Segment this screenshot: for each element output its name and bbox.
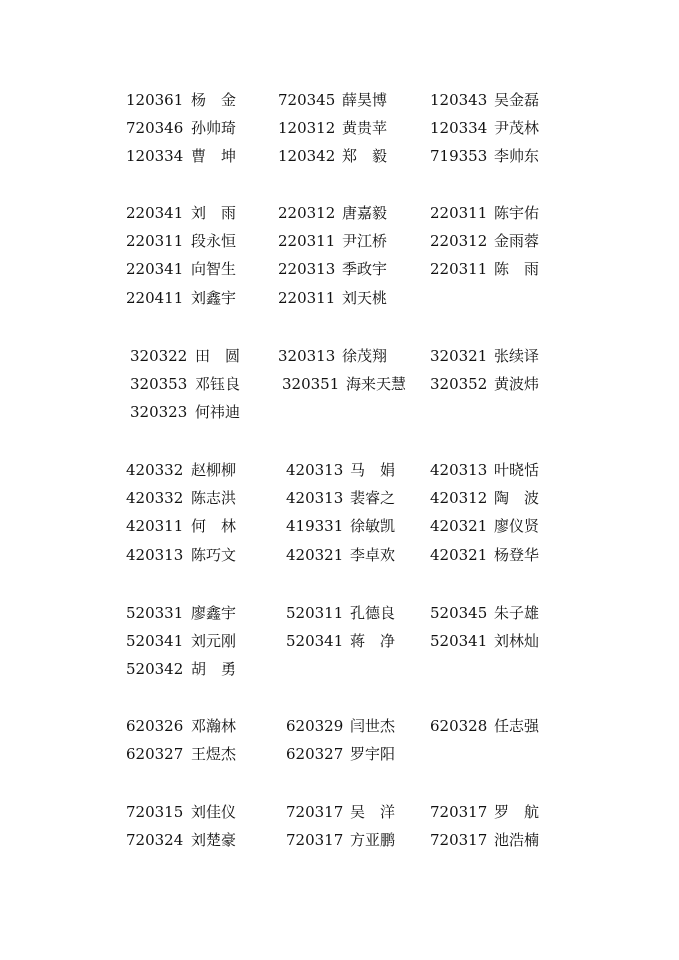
student-name: 刘 雨 [191, 204, 237, 222]
student-id: 220341 [126, 204, 184, 222]
student-name: 杨 金 [191, 91, 237, 109]
student-name: 叶晓恬 [494, 461, 540, 479]
student-id: 520341 [286, 632, 344, 650]
student-name: 罗 航 [494, 803, 540, 821]
student-name: 曹 坤 [191, 147, 237, 165]
student-id: 320321 [430, 347, 488, 365]
student-name: 张续译 [494, 347, 540, 365]
student-name: 邓钰良 [195, 375, 241, 393]
student-id: 520345 [430, 604, 488, 622]
student-id: 520341 [430, 632, 488, 650]
student-id: 120361 [126, 91, 184, 109]
student-name: 吴金磊 [494, 91, 540, 109]
student-name: 马 娟 [350, 461, 396, 479]
student-id: 720324 [126, 831, 184, 849]
student-id: 320351 [282, 375, 340, 393]
student-id: 420332 [126, 489, 184, 507]
student-name: 裴睿之 [350, 489, 396, 507]
student-id: 120334 [430, 119, 488, 137]
student-id: 720345 [278, 91, 336, 109]
student-name: 孔德良 [350, 604, 396, 622]
student-name: 陈 雨 [494, 260, 540, 278]
student-name: 刘鑫宇 [191, 289, 237, 307]
student-name: 陈志洪 [191, 489, 237, 507]
student-id: 419331 [286, 517, 344, 535]
student-id: 720317 [286, 831, 344, 849]
student-id: 320352 [430, 375, 488, 393]
student-name: 邓瀚林 [191, 717, 237, 735]
student-id: 120334 [126, 147, 184, 165]
student-id: 520311 [286, 604, 344, 622]
student-id: 220313 [278, 260, 336, 278]
student-id: 120342 [278, 147, 336, 165]
student-name: 陈巧文 [191, 546, 237, 564]
student-id: 520341 [126, 632, 184, 650]
student-id: 220411 [126, 289, 184, 307]
student-id: 320322 [130, 347, 188, 365]
student-name: 金雨蓉 [494, 232, 540, 250]
student-name: 陶 波 [494, 489, 540, 507]
student-id: 520342 [126, 660, 184, 678]
student-name: 闫世杰 [350, 717, 396, 735]
student-name: 方亚鹏 [350, 831, 396, 849]
student-id: 220311 [430, 260, 488, 278]
student-name: 孙帅琦 [191, 119, 237, 137]
student-id: 620328 [430, 717, 488, 735]
student-name: 向智生 [191, 260, 237, 278]
student-id: 220311 [126, 232, 184, 250]
student-name: 刘佳仪 [191, 803, 237, 821]
student-name: 吴 洋 [350, 803, 396, 821]
student-name: 罗宇阳 [350, 745, 396, 763]
student-name: 田 圆 [195, 347, 241, 365]
student-name: 段永恒 [191, 232, 237, 250]
student-name: 唐嘉毅 [342, 204, 388, 222]
student-id: 420313 [430, 461, 488, 479]
student-id: 720346 [126, 119, 184, 137]
student-name: 任志强 [494, 717, 540, 735]
student-id: 719353 [430, 147, 488, 165]
student-name: 池浩楠 [494, 831, 540, 849]
student-name: 刘元刚 [191, 632, 237, 650]
student-id: 620327 [286, 745, 344, 763]
student-id: 220312 [430, 232, 488, 250]
student-id: 620326 [126, 717, 184, 735]
student-id: 320353 [130, 375, 188, 393]
student-name: 陈宇佑 [494, 204, 540, 222]
student-name: 杨登华 [494, 546, 540, 564]
student-name: 海来天慧 [346, 375, 407, 393]
student-id: 120343 [430, 91, 488, 109]
student-id: 420312 [430, 489, 488, 507]
student-id: 220311 [430, 204, 488, 222]
student-id: 420313 [286, 489, 344, 507]
student-id: 220341 [126, 260, 184, 278]
student-id: 120312 [278, 119, 336, 137]
student-name: 刘天桃 [342, 289, 388, 307]
student-name: 廖仪贤 [494, 517, 540, 535]
student-id: 720317 [430, 831, 488, 849]
student-name: 李卓欢 [350, 546, 396, 564]
student-name: 季政宇 [342, 260, 388, 278]
student-name: 赵柳柳 [191, 461, 237, 479]
student-id: 420321 [430, 517, 488, 535]
student-name: 何 林 [191, 517, 237, 535]
student-name: 徐茂翔 [342, 347, 388, 365]
student-id: 320323 [130, 403, 188, 421]
student-id: 620329 [286, 717, 344, 735]
student-id: 220312 [278, 204, 336, 222]
student-name: 薛昊博 [342, 91, 388, 109]
student-id: 320313 [278, 347, 336, 365]
student-name: 郑 毅 [342, 147, 388, 165]
student-name: 尹茂林 [494, 119, 540, 137]
student-name: 朱子雄 [494, 604, 540, 622]
student-name: 廖鑫宇 [191, 604, 237, 622]
student-id: 220311 [278, 289, 336, 307]
student-id: 420332 [126, 461, 184, 479]
student-id: 620327 [126, 745, 184, 763]
student-id: 420313 [126, 546, 184, 564]
student-name: 黄波炜 [494, 375, 540, 393]
student-name: 黄贵苹 [342, 119, 388, 137]
student-name: 徐敏凯 [350, 517, 396, 535]
student-name: 蒋 净 [350, 632, 396, 650]
student-id: 720317 [286, 803, 344, 821]
student-name: 尹江桥 [342, 232, 388, 250]
student-name: 李帅东 [494, 147, 540, 165]
student-id: 420321 [430, 546, 488, 564]
student-name: 胡 勇 [191, 660, 237, 678]
student-id: 420311 [126, 517, 184, 535]
student-name: 刘林灿 [494, 632, 540, 650]
student-id: 420321 [286, 546, 344, 564]
student-id: 720315 [126, 803, 184, 821]
student-name: 刘楚豪 [191, 831, 237, 849]
student-id: 720317 [430, 803, 488, 821]
student-id: 420313 [286, 461, 344, 479]
student-id: 520331 [126, 604, 184, 622]
student-name: 王煜杰 [191, 745, 237, 763]
student-id: 220311 [278, 232, 336, 250]
student-name: 何祎迪 [195, 403, 241, 421]
